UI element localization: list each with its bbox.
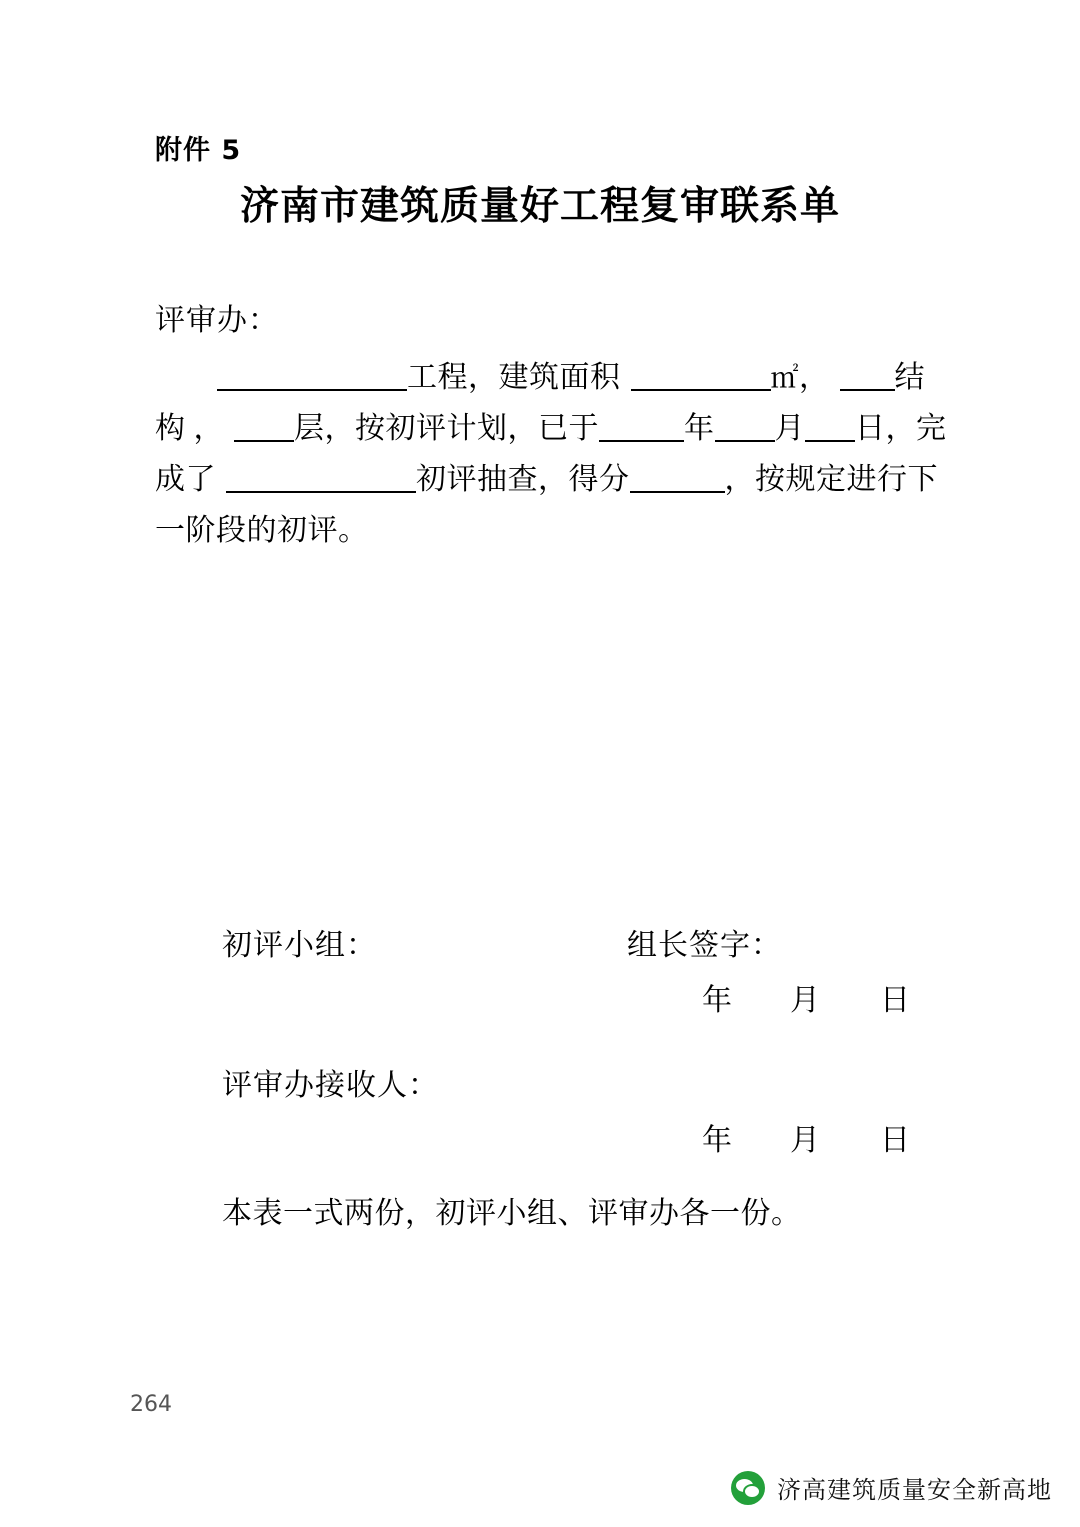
body-line-1-text-b: ， xyxy=(799,361,830,394)
body-line-1-text-c: 结 xyxy=(894,361,926,394)
footer-account-name: 济高建筑质量安全新高地 xyxy=(777,1476,1052,1504)
body-line-2-text-b: 层，按初评计划，已于 xyxy=(294,412,599,445)
page-number: 264 xyxy=(130,1392,172,1417)
body-line-2-text-a: 构 ， xyxy=(155,412,224,445)
body-line-3-text-b: 初评抽查，得分 xyxy=(416,463,630,496)
blank-score[interactable] xyxy=(630,463,725,493)
group-label: 初评小组： xyxy=(222,929,377,962)
body-line-2 xyxy=(155,403,947,454)
footer-brand xyxy=(731,1470,1052,1505)
body-line-3 xyxy=(155,454,938,505)
receiver-date-year: 年 xyxy=(702,1124,733,1157)
body-line-4 xyxy=(155,505,925,556)
blank-inspection-stage[interactable] xyxy=(226,463,416,493)
leader-date-year: 年 xyxy=(702,984,733,1017)
body-line-1 xyxy=(155,352,925,403)
receiver-label: 评审办接收人： xyxy=(222,1069,439,1102)
signature-row-receiver xyxy=(0,1060,1080,1115)
body-line-4-text: 一阶段的初评。 xyxy=(155,514,369,547)
signature-block xyxy=(0,920,1080,1170)
body-line-2-year: 年 xyxy=(684,412,715,445)
signature-row-group xyxy=(0,920,1080,975)
date-row-receiver xyxy=(0,1115,1080,1170)
wechat-icon xyxy=(731,1471,765,1505)
body-line-2-month: 月 xyxy=(774,412,805,445)
salutation: 评审办： xyxy=(155,304,279,337)
page-title: 济南市建筑质量好工程复审联系单 xyxy=(239,184,840,229)
blank-structure[interactable] xyxy=(840,361,895,391)
receiver-date-month: 月 xyxy=(790,1124,821,1157)
body-line-3-text-c: ，按规定进行下 xyxy=(724,463,938,496)
body-text xyxy=(155,352,947,556)
leader-date-day: 日 xyxy=(880,984,911,1017)
attachment-label: 附件 5 xyxy=(155,135,242,166)
date-row-leader xyxy=(0,975,1080,1030)
form-note: 本表一式两份，初评小组、评审办各一份。 xyxy=(222,1197,802,1230)
blank-project-name[interactable] xyxy=(217,361,407,391)
blank-year[interactable] xyxy=(599,412,684,442)
body-line-1-text-a: 工程，建筑面积 xyxy=(407,361,621,394)
blank-day[interactable] xyxy=(805,412,855,442)
body-line-2-day: 日，完 xyxy=(855,412,947,445)
blank-floor-area[interactable] xyxy=(631,361,771,391)
leader-date-month: 月 xyxy=(790,984,821,1017)
receiver-date-day: 日 xyxy=(880,1124,911,1157)
blank-floors[interactable] xyxy=(234,412,294,442)
blank-month[interactable] xyxy=(715,412,775,442)
leader-signature-label: 组长签字： xyxy=(627,929,782,962)
unit-square-meter: ㎡ xyxy=(770,363,800,394)
body-line-3-text-a: 成了 xyxy=(155,463,216,496)
